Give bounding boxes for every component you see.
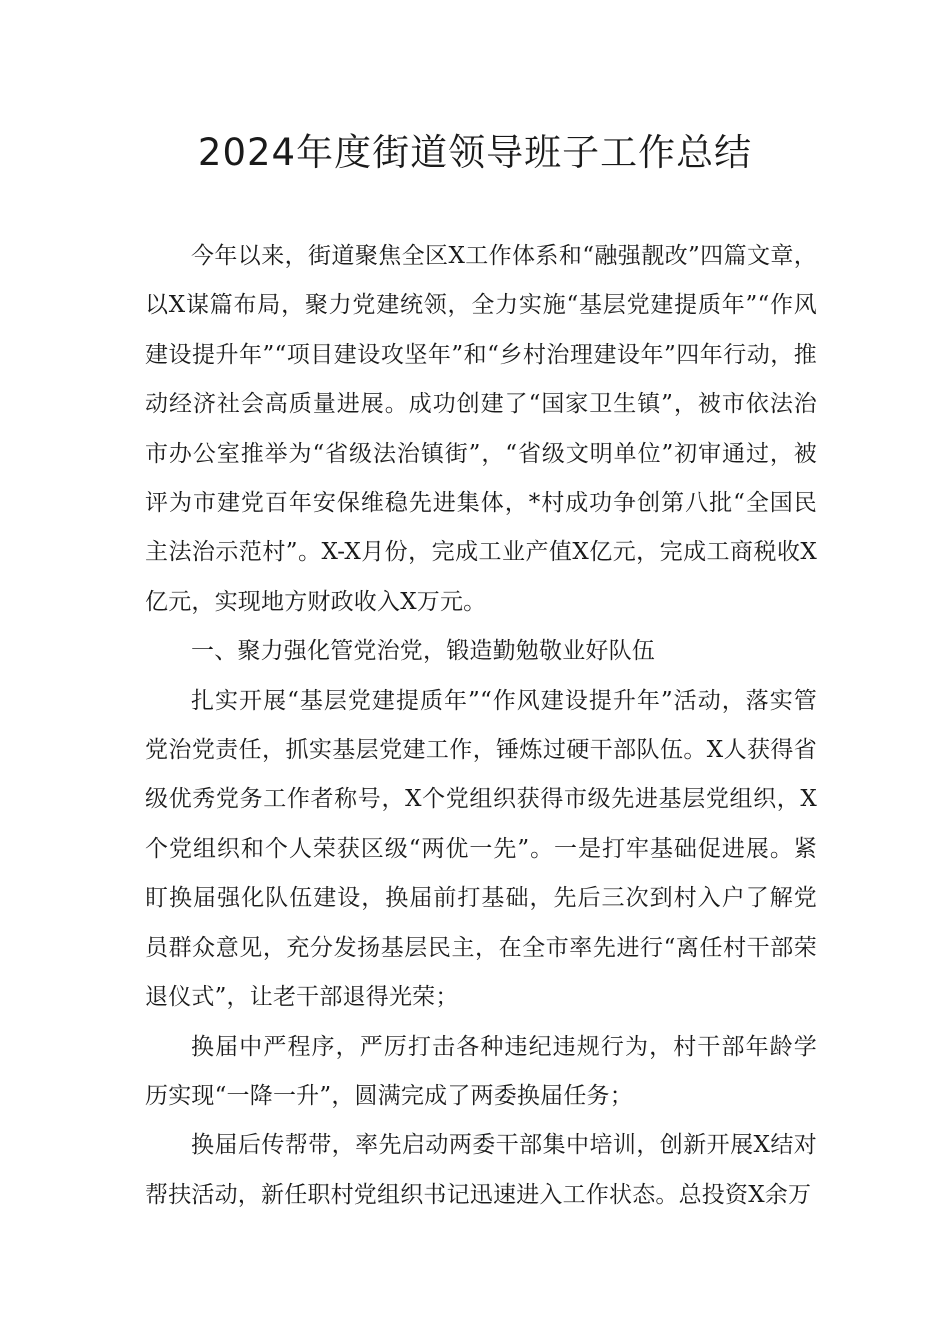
body-paragraph: 换届中严程序，严厉打击各种违纪违规行为，村干部年龄学历实现“一降一升”，圆满完成了两委换届任务；	[145, 1033, 817, 1109]
body-paragraph: 扎实开展“基层党建提质年”“作风建设提升年”活动，落实管党治党责任，抓实基层党建工作，锤炼过硬干部队伍。X人获得省级优秀党务工作者称号，X个党组织获得市级先进基层党组织，X个党组织和个人荣获区级“两优一先”。一是打牢基础促进展。紧盯换届强化队伍建设，换届前打基础，先后三次到村入户了解党员群众意见，充分发扬基层民主，在全市率先进行“离任村干部荣退仪式”，让老干部退得光荣；	[145, 687, 817, 1011]
document-title: 2024年度街道领导班子工作总结	[197, 131, 753, 174]
document-body	[145, 232, 817, 1220]
intro-paragraph: 今年以来，街道聚焦全区X工作体系和“融强靓改”四篇文章，以X谋篇布局，聚力党建统领，全力实施“基层党建提质年”“作风建设提升年”“项目建设攻坚年”和“乡村治理建设年”四年行动，推动经济社会高质量进展。成功创建了“国家卫生镇”，被市依法治市办公室推举为“省级法治镇街”，“省级文明单位”初审通过，被评为市建党百年安保维稳先进集体，*村成功争创第八批“全国民主法治示范村”。X-X月份，完成工业产值X亿元，完成工商税收X亿元，实现地方财政收入X万元。	[145, 243, 817, 615]
section-heading: 一、聚力强化管党治党，锻造勤勉敬业好队伍	[191, 638, 655, 665]
body-paragraph: 换届后传帮带，率先启动两委干部集中培训，创新开展X结对帮扶活动，新任职村党组织书记迅速进入工作状态。总投资X余万	[145, 1132, 817, 1208]
